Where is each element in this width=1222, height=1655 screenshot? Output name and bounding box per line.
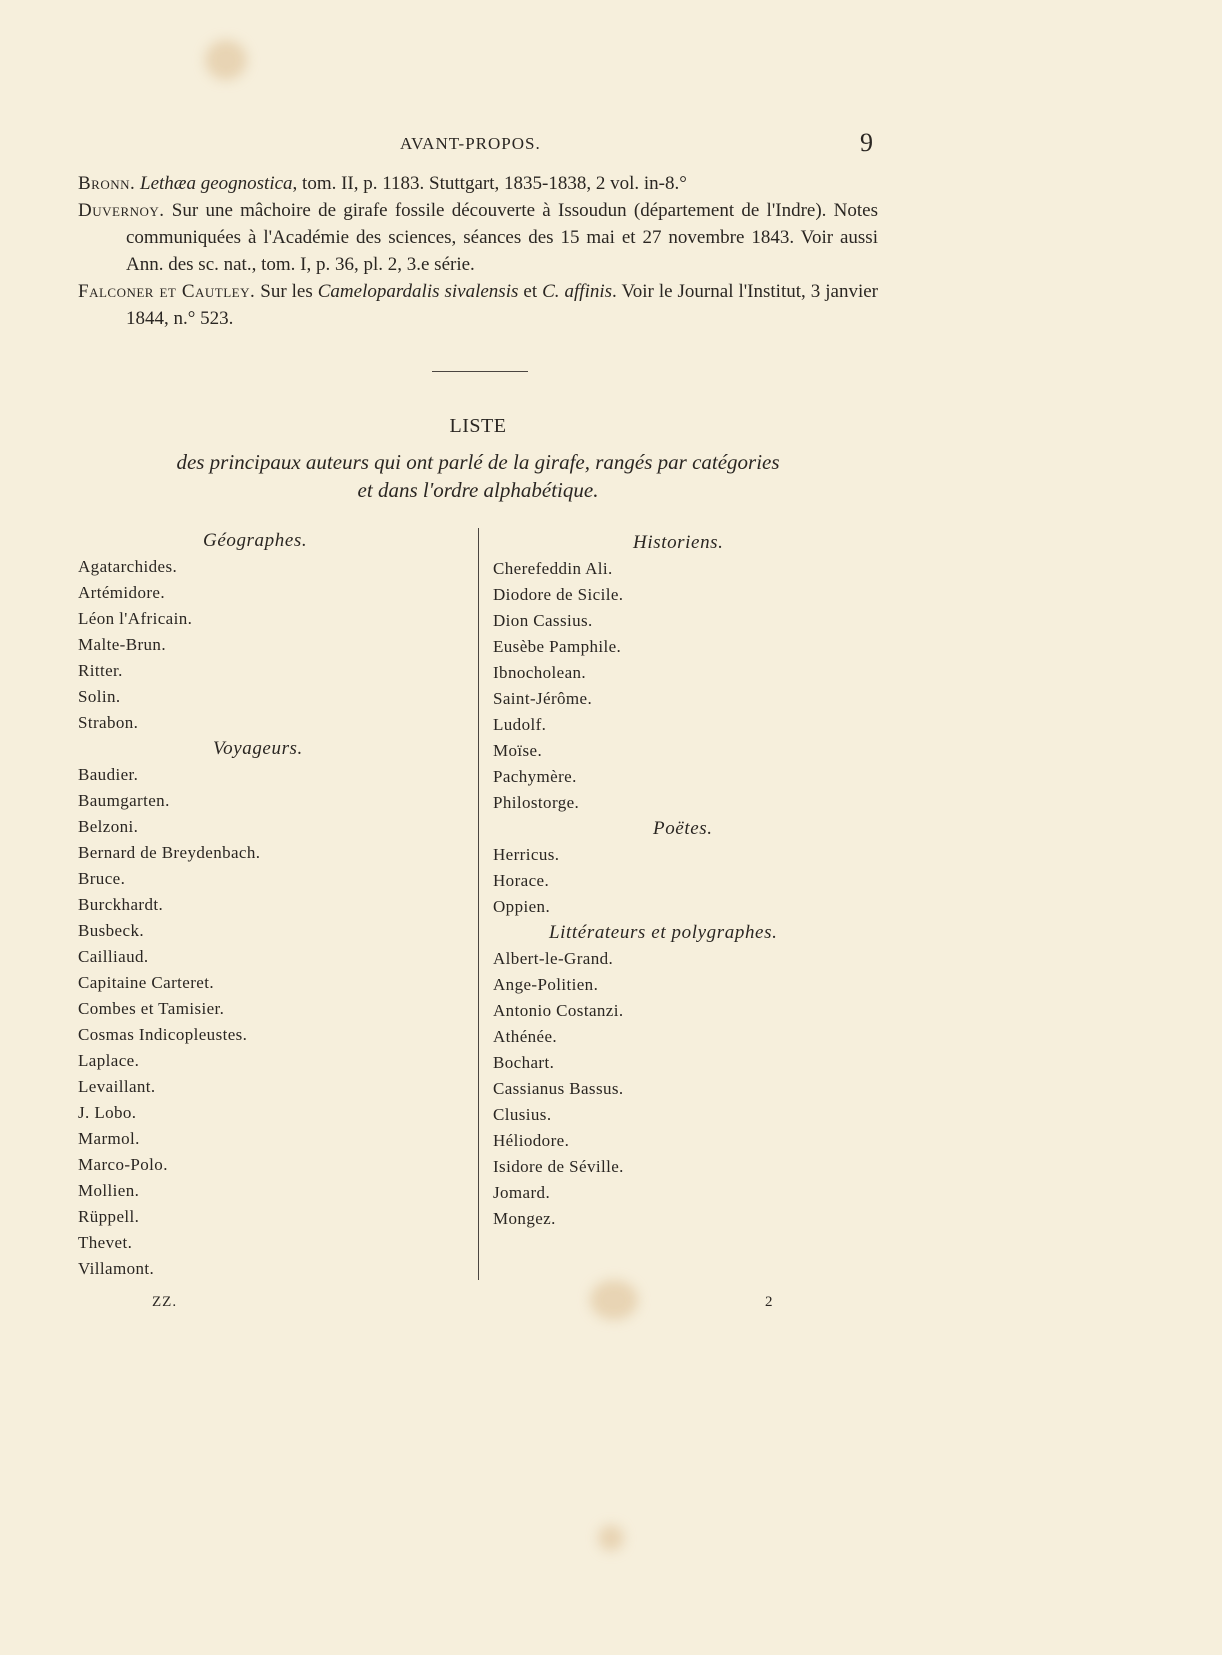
reference-text: , tom. II, p. 1183. Stuttgart, 1835-1838, 2 vol. in-8.° bbox=[292, 173, 687, 194]
category-heading: Littérateurs et polygraphes. bbox=[549, 922, 778, 943]
author-name: J. Lobo. bbox=[78, 1103, 137, 1122]
list-subtitle-line: des principaux auteurs qui ont parlé de la girafe, rangés par catégories bbox=[176, 450, 780, 474]
author-name: Marco-Polo. bbox=[78, 1155, 168, 1174]
author-name: Isidore de Séville. bbox=[493, 1157, 624, 1176]
author-name: Dion Cassius. bbox=[493, 611, 593, 630]
author-name: Léon l'Africain. bbox=[78, 609, 193, 628]
category-heading: Historiens. bbox=[633, 532, 724, 553]
foxing-stain bbox=[205, 40, 247, 80]
column-rule bbox=[478, 528, 479, 1280]
reference-text: . Voir le Journal l'Institut, 3 janvier 1844, n.° 523. bbox=[126, 281, 879, 329]
author-name: Moïse. bbox=[493, 741, 543, 760]
author-name: Diodore de Sicile. bbox=[493, 585, 624, 604]
author-name: Burckhardt. bbox=[78, 895, 164, 914]
author-name: Eusèbe Pamphile. bbox=[493, 637, 622, 656]
author-name: Busbeck. bbox=[78, 921, 144, 940]
list-title: LISTE bbox=[449, 415, 507, 437]
category-heading: Poëtes. bbox=[653, 818, 713, 839]
reference-title: Lethæa geognostica bbox=[140, 173, 293, 194]
gathering-number: 2 bbox=[765, 1294, 773, 1310]
author-name: Strabon. bbox=[78, 713, 139, 732]
author-name: Albert-le-Grand. bbox=[493, 949, 614, 968]
author-name: Baumgarten. bbox=[78, 791, 170, 810]
author-name: Ange-Politien. bbox=[493, 975, 599, 994]
author-name: Cassianus Bassus. bbox=[493, 1079, 624, 1098]
author-name: Agatarchides. bbox=[78, 557, 178, 576]
author-name: Cosmas Indicopleustes. bbox=[78, 1025, 248, 1044]
author-name: Rüppell. bbox=[78, 1207, 140, 1226]
right-author-column bbox=[493, 530, 883, 1232]
category-heading: Voyageurs. bbox=[213, 738, 303, 759]
category-heading: Géographes. bbox=[203, 530, 308, 551]
reference-title: Camelopardalis sivalensis bbox=[317, 281, 519, 302]
author-name: Capitaine Carteret. bbox=[78, 973, 214, 992]
author-name: Combes et Tamisier. bbox=[78, 999, 225, 1018]
author-name: Herricus. bbox=[493, 845, 560, 864]
reference-author: Duvernoy. bbox=[78, 200, 165, 221]
author-name: Philostorge. bbox=[493, 793, 580, 812]
author-name: Bochart. bbox=[493, 1053, 555, 1072]
author-name: Marmol. bbox=[78, 1129, 140, 1148]
author-name: Saint-Jérôme. bbox=[493, 689, 593, 708]
reference-author: Bronn. bbox=[78, 173, 136, 194]
author-name: Cailliaud. bbox=[78, 947, 149, 966]
author-name: Malte-Brun. bbox=[78, 635, 166, 654]
section-divider bbox=[432, 371, 528, 372]
running-head bbox=[0, 128, 1222, 168]
foxing-stain bbox=[590, 1280, 638, 1320]
running-title: AVANT-PROPOS. bbox=[400, 134, 541, 153]
foxing-stain bbox=[598, 1525, 624, 1551]
author-name: Laplace. bbox=[78, 1051, 140, 1070]
reference-entry bbox=[78, 197, 878, 278]
reference-text: Sur les bbox=[260, 281, 318, 302]
author-name: Bernard de Breydenbach. bbox=[78, 843, 261, 862]
author-name: Clusius. bbox=[493, 1105, 552, 1124]
reference-text: et bbox=[518, 281, 543, 302]
author-name: Levaillant. bbox=[78, 1077, 156, 1096]
author-name: Antonio Costanzi. bbox=[493, 1001, 624, 1020]
author-name: Ibnocholean. bbox=[493, 663, 587, 682]
reference-entry bbox=[78, 278, 878, 332]
reference-author: Falconer et Cautley. bbox=[78, 281, 256, 302]
author-name: Jomard. bbox=[493, 1183, 551, 1202]
author-name: Ritter. bbox=[78, 661, 123, 680]
reference-title: C. affinis bbox=[542, 281, 613, 302]
author-name: Mollien. bbox=[78, 1181, 140, 1200]
list-subtitle-line: et dans l'ordre alphabétique. bbox=[357, 478, 599, 502]
author-name: Oppien. bbox=[493, 897, 551, 916]
signature-mark: ZZ. bbox=[152, 1294, 178, 1310]
reference-entry bbox=[78, 170, 878, 197]
author-name: Villamont. bbox=[78, 1259, 155, 1278]
author-name: Pachymère. bbox=[493, 767, 577, 786]
author-name: Bruce. bbox=[78, 869, 126, 888]
bibliography-references bbox=[78, 170, 878, 332]
author-name: Artémidore. bbox=[78, 583, 166, 602]
author-name: Belzoni. bbox=[78, 817, 139, 836]
reference-text: Sur une mâchoire de girafe fossile découverte à Issoudun (département de l'Indre). Notes communiquées à l'Académie des sciences, séances des 15 mai et 27 novembre 1843. Voir aussi Ann. des sc. nat., tom. I, p. 36, pl. 2, 3.e série. bbox=[126, 200, 878, 275]
author-name: Baudier. bbox=[78, 765, 139, 784]
author-name: Athénée. bbox=[493, 1027, 558, 1046]
list-subtitle bbox=[78, 448, 878, 504]
author-name: Solin. bbox=[78, 687, 121, 706]
author-name: Mongez. bbox=[493, 1209, 556, 1228]
author-name: Cherefeddin Ali. bbox=[493, 559, 613, 578]
author-name: Ludolf. bbox=[493, 715, 547, 734]
page-number: 9 bbox=[860, 128, 873, 157]
author-name: Héliodore. bbox=[493, 1131, 570, 1150]
author-name: Horace. bbox=[493, 871, 550, 890]
author-name: Thevet. bbox=[78, 1233, 133, 1252]
left-author-column bbox=[78, 528, 468, 1282]
